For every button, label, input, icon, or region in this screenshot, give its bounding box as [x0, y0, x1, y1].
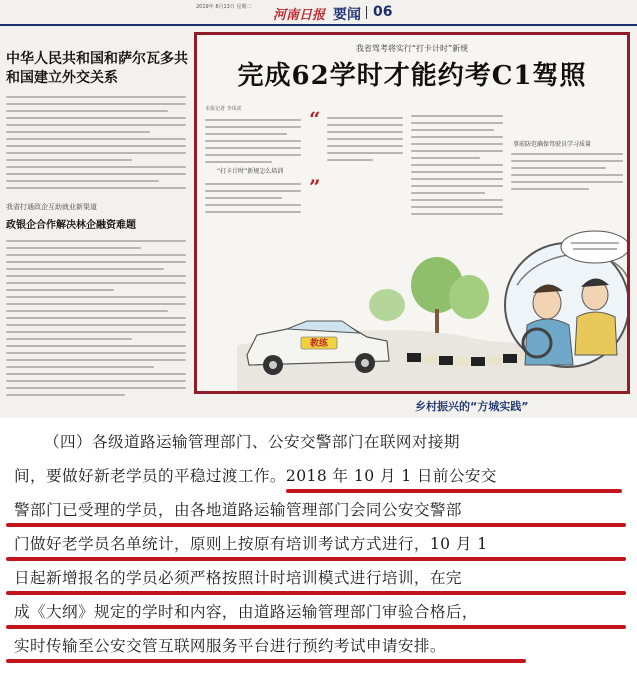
page-number: 06 [373, 4, 393, 20]
close-quote-icon: ” [309, 175, 321, 199]
newspaper-logo: 河南日报 [273, 8, 326, 23]
feature-body-col-4 [511, 153, 623, 195]
document-line-1: （四）各级道路运输管理部门、公安交警部门在联网对接期 [44, 433, 460, 451]
document-line-2: 间，要做好新老学员的平稳过渡工作。2018 年 10 月 1 日前公安交 [14, 467, 497, 485]
document-line-5: 日起新增报名的学员必须严格按照计时培训模式进行培训，在完 [14, 569, 462, 587]
highlight-underline [6, 625, 626, 629]
document-line-6: 成《大纲》规定的学时和内容，由道路运输管理部门审验合格后， [14, 603, 478, 621]
highlight-underline [286, 489, 622, 493]
highlight-underline [6, 591, 626, 595]
open-quote-icon: “ [309, 107, 321, 131]
masthead [0, 0, 637, 28]
driving-lesson-illustration [237, 225, 629, 393]
masthead-date: 2019年 8月13日 星期二 [196, 4, 252, 10]
feature-article [194, 32, 630, 394]
highlight-underline [6, 557, 626, 561]
left-subheadline: 我省打通政企互助就业新渠道 [6, 203, 97, 211]
section-title: 要闻 [333, 7, 361, 23]
document-line-3: 警部门已受理的学员，由各地道路运输管理部门会同公安交警部 [14, 501, 462, 519]
left-headline: 中华人民共和国和萨尔瓦多共和国建立外交关系 [6, 51, 188, 86]
feature-body-col-1b [205, 183, 301, 218]
trees [369, 257, 489, 333]
document-line-4: 门做好老学员名单统计，原则上按原有培训考试方式进行，10 月 1 [14, 535, 488, 553]
left-headline-2: 政银企合作解决林企融资难题 [6, 220, 136, 231]
masthead-divider [366, 6, 367, 19]
feature-byline: 本报记者 李凤虎 [205, 106, 242, 112]
car-label: 教练 [309, 339, 329, 349]
feature-kicker: 我省驾考将实行“打卡计时”新规 [355, 44, 469, 53]
feature-body-col-1 [205, 119, 301, 168]
highlight-underline [6, 523, 626, 527]
feature-subhead: “打卡计时”新规怎么培训 [217, 168, 284, 175]
feature-body-col-3 [411, 115, 503, 220]
regulation-excerpt [0, 420, 637, 694]
left-body-text-2 [6, 240, 186, 401]
document-line-7: 实时传输至公安交管互联网服务平台进行预约考试申请安排。 [14, 637, 446, 655]
highlight-underline [6, 659, 526, 663]
feature-title: 完成62学时才能约考C1驾照 [237, 61, 587, 91]
feature-right-subhead: 事前防范确保驾驶员学习质量 [513, 141, 592, 148]
below-feature-headline: 乡村振兴的“方城实践” [415, 400, 529, 413]
speech-bubble-icon [561, 231, 629, 263]
left-column [0, 30, 190, 418]
left-body-text [6, 96, 186, 194]
pull-quote-text [327, 117, 403, 166]
pull-quote [309, 109, 405, 197]
masthead-rule [0, 24, 637, 26]
